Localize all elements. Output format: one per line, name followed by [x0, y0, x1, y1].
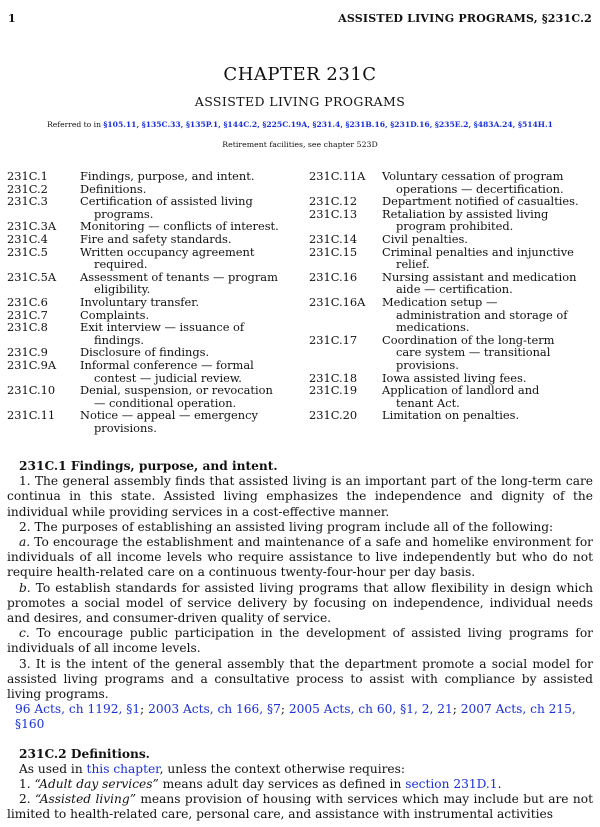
sec1-paragraph-3: 3. It is the intent of the general assembly that the department promote a social model for assisted living programs and a consultative process to assist with compliance by assisted living programs. — [7, 656, 593, 702]
sec2-intro — [7, 762, 593, 777]
toc-title-line: Criminal penalties and injunctive — [382, 244, 574, 259]
toc-section-number: 231C.11A — [309, 169, 366, 183]
toc-entry[interactable] — [7, 246, 297, 271]
definition-1 — [7, 777, 593, 792]
toc-entry[interactable] — [7, 271, 297, 296]
def1-number: 1. — [19, 777, 35, 792]
toc-section-number: 231C.6 — [7, 294, 48, 309]
para-c-text: To encourage public participation in the development of assisted living programs for individuals of all income levels. — [7, 626, 593, 656]
toc-title-line: Department notified of casualties. — [382, 194, 579, 209]
toc-title-line: relief. — [396, 257, 430, 272]
toc-entry[interactable] — [309, 384, 597, 409]
toc-title-line: Monitoring — conflicts of interest. — [80, 219, 279, 234]
toc-entry[interactable] — [7, 195, 297, 220]
toc-section-number: 231C.1 — [7, 169, 48, 183]
toc-title-line: care system — transitional — [396, 345, 551, 360]
toc-title-line: contest — judicial review. — [94, 370, 242, 385]
toc-section-title — [382, 246, 597, 271]
toc-title-line: Medication setup — — [382, 294, 498, 309]
toc-title-line: Coordination of the long-term — [382, 332, 555, 347]
toc-right-column — [309, 170, 597, 422]
toc-section-title — [80, 271, 297, 296]
toc-entry[interactable] — [309, 296, 597, 334]
toc-title-line: tenant Act. — [396, 395, 460, 410]
toc-entry[interactable] — [309, 271, 597, 296]
toc-section-title — [80, 246, 297, 271]
referred-to-links[interactable]: §105.11, §135C.33, §135P.1, §144C.2, §225C.19A, §231.4, §231B.16, §231D.16, §235E.2, §483A.24, §514H.1 — [103, 120, 553, 129]
section-heading-231c1: 231C.1 Findings, purpose, and intent. — [19, 459, 278, 473]
toc-section-number: 231C.9A — [7, 357, 57, 372]
toc-title-line: Denial, suspension, or revocation — [80, 383, 273, 398]
def2-number: 2. — [19, 792, 36, 807]
definition-2 — [7, 792, 593, 822]
def2-term: “Assisted living” — [35, 792, 136, 807]
toc-title-line: provisions. — [94, 420, 157, 435]
def2-text: means provision of housing with services which may include but are not limited to health-related care, personal care, and assistance with instrumental activities — [7, 792, 593, 822]
toc-section-title — [382, 384, 597, 409]
toc-section-number: 231C.13 — [309, 206, 358, 221]
toc-section-number: 231C.2 — [7, 181, 48, 196]
referred-to-prefix: Referred to in — [47, 120, 104, 129]
toc-section-number: 231C.17 — [309, 332, 358, 347]
toc-title-line: medications. — [396, 320, 470, 335]
toc-section-number: 231C.19 — [309, 383, 358, 398]
toc-left-column — [7, 170, 297, 434]
this-chapter-link[interactable]: this chapter — [86, 761, 160, 776]
para-b-label: b. — [19, 580, 31, 595]
toc-entry[interactable] — [7, 384, 297, 409]
toc-section-title — [382, 271, 597, 296]
page-number: 1 — [8, 12, 16, 25]
referred-to-line — [0, 120, 600, 129]
toc-section-number: 231C.3 — [7, 194, 48, 209]
toc-title-line: aide — certification. — [396, 282, 513, 297]
toc-title-line: findings. — [94, 332, 144, 347]
toc-title-line: program prohibited. — [396, 219, 514, 234]
toc-section-number: 231C.9 — [7, 345, 48, 360]
section-heading-231c2: 231C.2 Definitions. — [19, 746, 150, 761]
toc-section-title — [382, 296, 597, 334]
section-231d1-link[interactable]: section 231D.1 — [405, 777, 498, 792]
toc-title-line: Voluntary cessation of program — [382, 169, 564, 183]
toc-entry[interactable] — [309, 170, 597, 195]
history-sep-1: ; — [140, 702, 149, 717]
toc-section-number: 231C.10 — [7, 383, 56, 398]
sec1-paragraph-a — [7, 535, 593, 581]
toc-title-line: Limitation on penalties. — [382, 408, 520, 423]
toc-title-line: Exit interview — issuance of — [80, 320, 245, 335]
toc-title-line: programs. — [94, 206, 154, 221]
toc-section-title — [80, 359, 297, 384]
sec2-intro-b: , unless the context otherwise requires: — [159, 761, 405, 776]
para-a-label: a. — [19, 535, 31, 550]
toc-section-number: 231C.7 — [7, 307, 48, 322]
toc-title-line: administration and storage of — [396, 307, 568, 322]
toc-section-title — [80, 384, 297, 409]
toc-title-line: Application of landlord and — [382, 383, 540, 398]
toc-title-line: — conditional operation. — [94, 395, 237, 410]
toc-entry[interactable] — [7, 296, 297, 309]
def1-term: “Adult day services” — [34, 777, 159, 792]
toc-title-line: Iowa assisted living fees. — [382, 370, 527, 385]
toc-entry[interactable] — [7, 170, 297, 183]
toc-title-line: Definitions. — [80, 181, 147, 196]
toc-title-line: eligibility. — [94, 282, 151, 297]
sec1-paragraph-b — [7, 581, 593, 627]
toc-entry[interactable] — [7, 409, 297, 434]
running-header — [8, 12, 592, 28]
toc-section-number: 231C.5 — [7, 244, 48, 259]
toc-title-line: Retaliation by assisted living — [382, 206, 549, 221]
toc-title-line: provisions. — [396, 357, 459, 372]
para-b-text: To establish standards for assisted living programs that allow flexibility in design which promotes a social model of service delivery by focusing on independence, individual needs and desires, and consumer-driven quality of service. — [7, 580, 593, 626]
toc-section-number: 231C.18 — [309, 370, 358, 385]
chapter-body — [7, 459, 593, 823]
para-c-label: c. — [19, 626, 30, 641]
sec1-paragraph-1: 1. The general assembly finds that assisted living is an important part of the long-term care continua in this state. Assisted living emphasizes the independence and dignity of the individual while providing services in a cost-effective manner. — [7, 474, 593, 519]
history-link-4[interactable]: 2007 Acts, ch 215, §160 — [15, 702, 576, 732]
toc-section-number: 231C.14 — [309, 231, 358, 246]
toc-section-title — [382, 334, 597, 372]
section-gap — [7, 733, 593, 747]
toc-section-title — [382, 170, 597, 195]
toc-entry[interactable] — [309, 334, 597, 372]
toc-section-title — [80, 321, 297, 346]
toc-title-line: Involuntary transfer. — [80, 294, 200, 309]
toc-section-number: 231C.3A — [7, 219, 57, 234]
toc-title-line: Certification of assisted living — [80, 194, 253, 209]
toc-section-number: 231C.4 — [7, 231, 48, 246]
history-sep-2: ; — [280, 702, 289, 717]
toc-section-number: 231C.15 — [309, 244, 358, 259]
chapter-subtitle: ASSISTED LIVING PROGRAMS — [194, 94, 406, 109]
sec2-intro-a: As used in — [19, 761, 87, 776]
toc-section-number: 231C.12 — [309, 194, 358, 209]
toc-section-number: 231C.8 — [7, 320, 48, 335]
history-sep-3: ; — [452, 702, 461, 717]
para-a-text: To encourage the establishment and maintenance of a safe and homelike environment for individuals of all income levels who require assistance to live independently but who do not require health-related care on a continuous twenty-four-hour per day basis. — [7, 535, 593, 580]
toc-section-number: 231C.16 — [309, 269, 358, 284]
toc-title-line: Findings, purpose, and intent. — [80, 169, 255, 183]
history-citations — [15, 702, 593, 732]
toc-section-number: 231C.11 — [7, 408, 56, 423]
def1-text-a: means adult day services as defined in — [158, 777, 406, 792]
toc-section-title — [382, 208, 597, 233]
toc-title-line: required. — [94, 257, 148, 272]
running-head-title: ASSISTED LIVING PROGRAMS, §231C.2 — [338, 12, 592, 25]
sec1-paragraph-2: 2. The purposes of establishing an assisted living program include all of the following: — [19, 519, 554, 534]
toc-title-line: Civil penalties. — [382, 231, 468, 246]
toc-title-line: Assessment of tenants — program — [80, 269, 278, 284]
toc-entry[interactable] — [309, 246, 597, 271]
toc-entry[interactable] — [7, 321, 297, 346]
toc-section-number: 231C.5A — [7, 269, 57, 284]
def1-text-b: . — [497, 777, 502, 792]
sec1-paragraph-c — [7, 626, 593, 656]
toc-title-line: Complaints. — [80, 307, 150, 322]
history-link-1[interactable]: 96 Acts, ch 1192, §1 — [15, 702, 141, 717]
toc-title-line: Disclosure of findings. — [80, 345, 210, 360]
toc-section-title — [80, 195, 297, 220]
toc-title-line: Informal conference — formal — [80, 357, 254, 372]
toc-section-title — [382, 409, 597, 422]
toc-section-title — [80, 409, 297, 434]
retirement-note: Retirement facilities, see chapter 523D — [222, 140, 378, 149]
toc-section-number: 231C.20 — [309, 408, 358, 423]
history-link-3[interactable]: 2005 Acts, ch 60, §1, 2, 21 — [288, 702, 453, 717]
chapter-title: CHAPTER 231C — [223, 64, 377, 85]
toc-title-line: operations — decertification. — [396, 181, 564, 196]
toc-title-line: Nursing assistant and medication — [382, 269, 577, 284]
history-link-2[interactable]: 2003 Acts, ch 166, §7 — [148, 702, 281, 717]
toc-entry[interactable] — [309, 409, 597, 422]
toc-section-number: 231C.16A — [309, 294, 366, 309]
toc-entry[interactable] — [309, 208, 597, 233]
toc-title-line: Fire and safety standards. — [80, 231, 232, 246]
toc-title-line: Written occupancy agreement — [80, 244, 255, 259]
toc-entry[interactable] — [7, 359, 297, 384]
toc-title-line: Notice — appeal — emergency — [80, 408, 258, 423]
